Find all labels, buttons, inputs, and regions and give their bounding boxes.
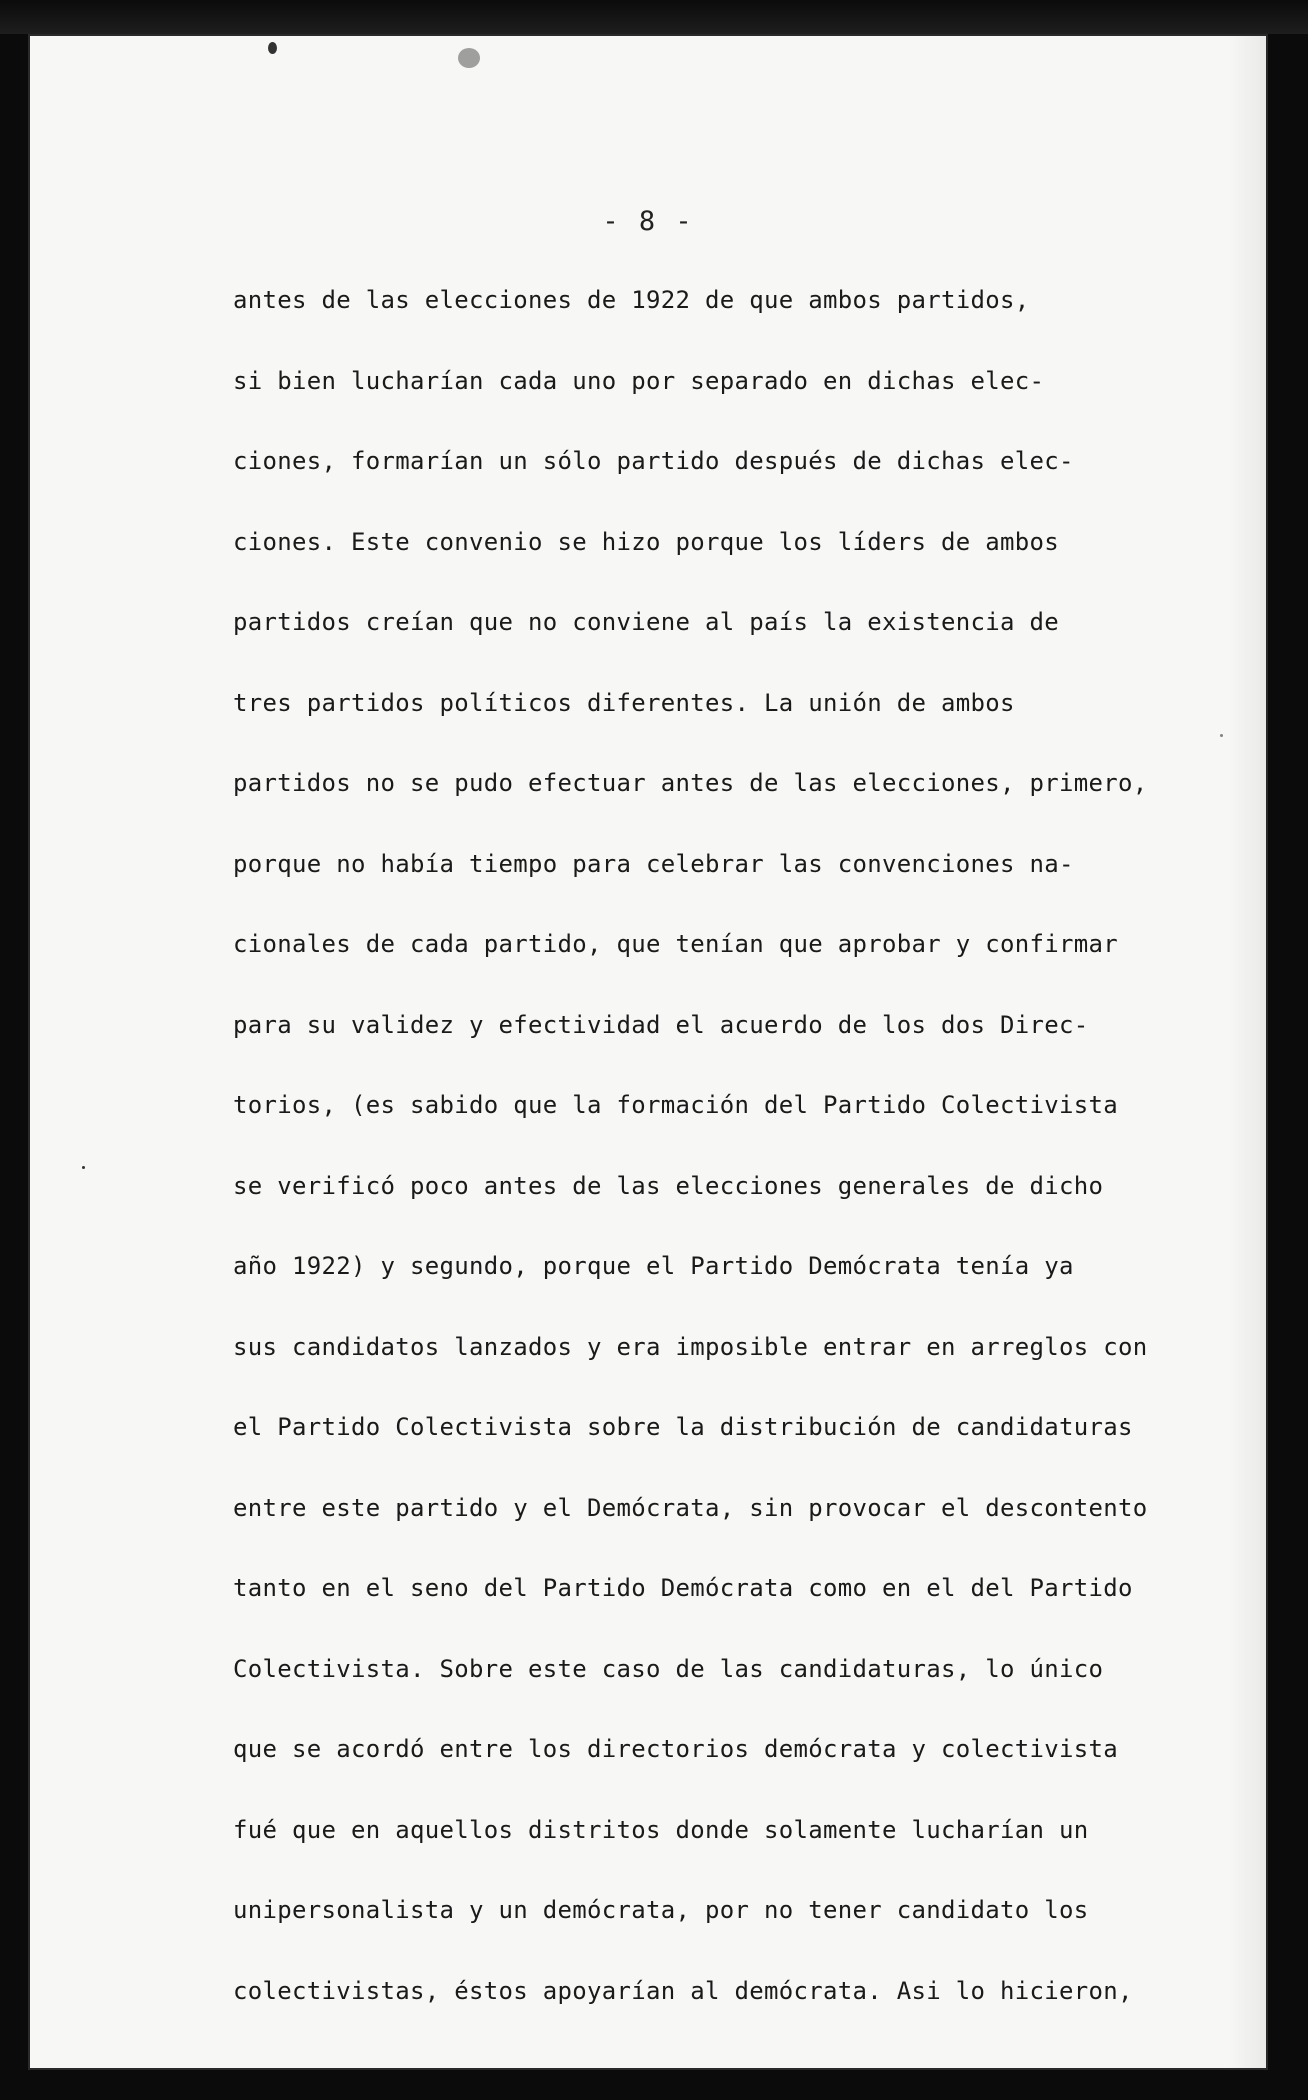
text-line: el Partido Colectivista sobre la distribución de candidaturas: [233, 1413, 1133, 1441]
text-line: tres partidos políticos diferentes. La unión de ambos: [233, 688, 1015, 717]
paper-speck: [268, 42, 277, 54]
scan-border-top: [0, 0, 1308, 34]
text-line: unipersonalista y un demócrata, por no tener candidato los: [233, 1896, 1089, 1924]
paper-speck: [458, 48, 480, 68]
text-line: partidos creían que no conviene al país la existencia de: [233, 608, 1059, 636]
text-line: sus candidatos lanzados y era imposible entrar en arreglos con: [233, 1332, 1148, 1361]
text-line: colectivistas, éstos apoyarían al demócrata. Asi lo hicieron,: [233, 1976, 1133, 2005]
text-line: tanto en el seno del Partido Demócrata como en el del Partido: [233, 1574, 1133, 1602]
text-line: Colectivista. Sobre este caso de las candidaturas, lo único: [233, 1654, 1104, 1683]
page-shadow: [1228, 34, 1268, 2070]
document-page: [28, 34, 1268, 2070]
text-line: fué que en aquellos distritos donde solamente lucharían un: [233, 1815, 1089, 1844]
text-line: porque no había tiempo para celebrar las convenciones na-: [233, 849, 1074, 878]
paper-speck: [1220, 734, 1223, 737]
text-line: partidos no se pudo efectuar antes de las elecciones, primero,: [233, 769, 1148, 797]
typewritten-body: [233, 282, 1233, 2053]
text-line: ciones, formarían un sólo partido después de dichas elec-: [233, 447, 1074, 475]
text-line: ciones. Este convenio se hizo porque los líders de ambos: [233, 527, 1059, 556]
text-line: que se acordó entre los directorios demócrata y colectivista: [233, 1735, 1118, 1763]
text-line: antes de las elecciones de 1922 de que ambos partidos,: [233, 286, 1030, 314]
text-line: entre este partido y el Demócrata, sin provocar el descontento: [233, 1493, 1148, 1522]
text-line: si bien lucharían cada uno por separado en dichas elec-: [233, 366, 1045, 395]
text-line: para su validez y efectividad el acuerdo de los dos Direc-: [233, 1010, 1089, 1039]
text-line: cionales de cada partido, que tenían que aprobar y confirmar: [233, 930, 1118, 958]
text-line: torios, (es sabido que la formación del Partido Colectivista: [233, 1091, 1118, 1119]
text-line: se verificó poco antes de las elecciones generales de dicho: [233, 1171, 1104, 1200]
page-number: - 8 -: [602, 206, 694, 237]
text-line: año 1922) y segundo, porque el Partido Demócrata tenía ya: [233, 1252, 1074, 1280]
paper-speck: [82, 1166, 85, 1169]
